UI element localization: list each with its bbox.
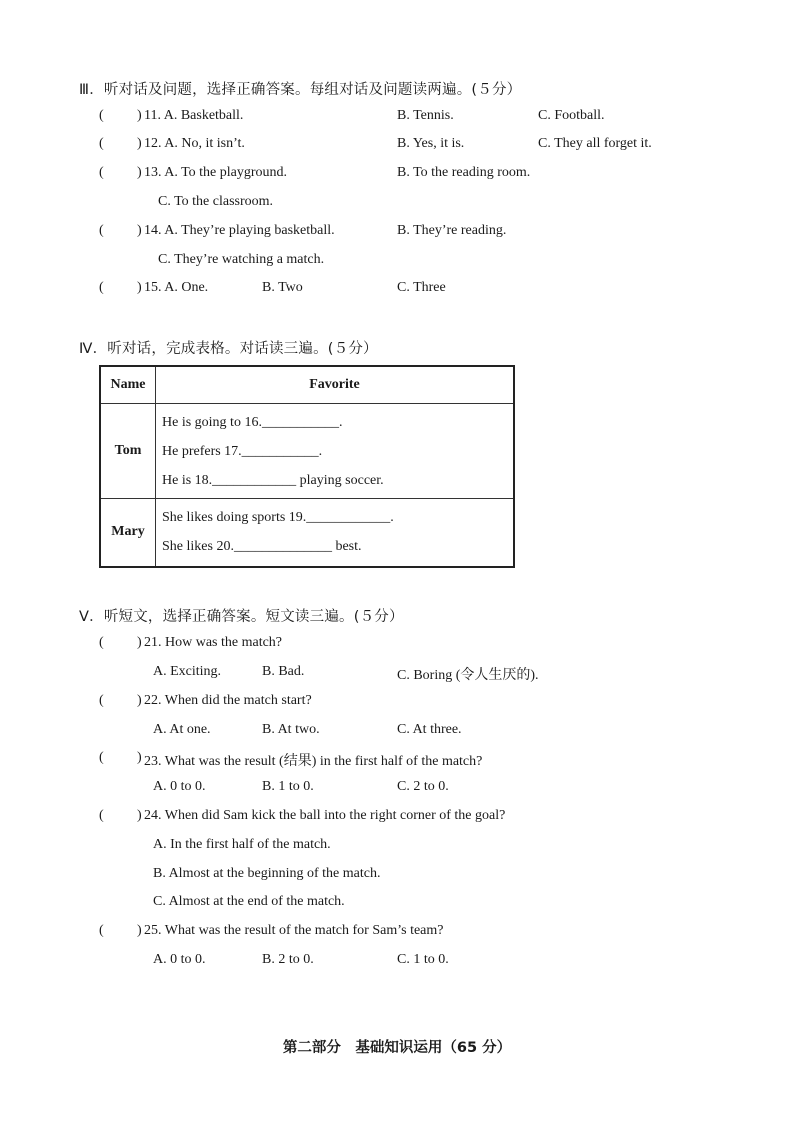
column-header-favorite: Favorite — [156, 366, 515, 404]
answer-blank-open[interactable]: ( — [99, 808, 104, 823]
fill-in-19[interactable]: She likes doing sports 19.____________. — [162, 510, 394, 526]
answer-blank-open[interactable]: ( — [99, 136, 104, 151]
question-22-option-c: C. At three. — [397, 722, 462, 737]
question-23-option-a: A. 0 to 0. — [153, 779, 206, 794]
answer-blank-close: ) — [137, 808, 142, 823]
question-11-option-b: B. Tennis. — [397, 108, 454, 123]
section-3-heading: Ⅲ．听对话及问题，选择正确答案。每组对话及问题读两遍。(５分） — [79, 82, 522, 98]
question-13-option-c: C. To the classroom. — [158, 194, 274, 209]
question-21-option-c: C. Boring (令人生厌的). — [397, 668, 539, 683]
question-22-option-a: A. At one. — [153, 722, 211, 737]
question-15-option-c: C. Three — [397, 280, 446, 295]
question-12-option-c: C. They all forget it. — [538, 136, 652, 151]
question-25-option-c: C. 1 to 0. — [397, 952, 449, 967]
answer-blank-open[interactable]: ( — [99, 108, 104, 123]
question-11-option-c: C. Football. — [538, 108, 605, 123]
part-2-title: 第二部分 基础知识运用（65 分） — [282, 1040, 512, 1056]
answer-blank-open[interactable]: ( — [99, 223, 104, 238]
answer-blank-close: ) — [137, 108, 142, 123]
answer-blank-close: ) — [137, 223, 142, 238]
question-15-option-b: B. Two — [262, 280, 303, 295]
table-row-mary — [100, 499, 514, 567]
answer-blank-open[interactable]: ( — [99, 750, 104, 765]
answer-blank-close: ) — [137, 635, 142, 650]
row-favorite-mary — [156, 499, 515, 567]
question-14-option-a: 14. A. They’re playing basketball. — [144, 223, 335, 238]
question-14-option-b: B. They’re reading. — [397, 223, 507, 238]
question-24-option-a: A. In the first half of the match. — [153, 837, 331, 852]
row-name-mary: Mary — [100, 499, 156, 567]
question-23-option-c: C. 2 to 0. — [397, 779, 449, 794]
section-4-heading: Ⅳ．听对话，完成表格。对话读三遍。(５分） — [79, 341, 378, 357]
question-22-text: 22. When did the match start? — [144, 693, 312, 708]
question-13-option-b: B. To the reading room. — [397, 165, 531, 180]
answer-blank-close: ) — [137, 750, 142, 765]
answer-blank-open[interactable]: ( — [99, 280, 104, 295]
question-12-option-b: B. Yes, it is. — [397, 136, 465, 151]
question-22-option-b: B. At two. — [262, 722, 320, 737]
answer-blank-open[interactable]: ( — [99, 635, 104, 650]
question-25-option-a: A. 0 to 0. — [153, 952, 206, 967]
fill-in-20[interactable]: She likes 20.______________ best. — [162, 539, 362, 555]
question-24-option-c: C. Almost at the end of the match. — [153, 894, 345, 909]
answer-blank-close: ) — [137, 280, 142, 295]
question-12-option-a: 12. A. No, it isn’t. — [144, 136, 245, 151]
fill-in-17[interactable]: He prefers 17.___________. — [162, 443, 323, 459]
answer-blank-open[interactable]: ( — [99, 165, 104, 180]
question-11-option-a: 11. A. Basketball. — [144, 108, 244, 123]
answer-blank-close: ) — [137, 923, 142, 938]
question-21-option-b: B. Bad. — [262, 664, 305, 679]
question-25-text: 25. What was the result of the match for Sam’s team? — [144, 923, 444, 938]
question-15-option-a: 15. A. One. — [144, 280, 209, 295]
question-24-text: 24. When did Sam kick the ball into the right corner of the goal? — [144, 808, 506, 823]
question-21-text: 21. How was the match? — [144, 635, 283, 650]
row-name-tom: Tom — [100, 404, 156, 499]
question-24-option-b: B. Almost at the beginning of the match. — [153, 866, 381, 881]
column-header-name: Name — [100, 366, 156, 404]
answer-blank-open[interactable]: ( — [99, 923, 104, 938]
question-13-option-a: 13. A. To the playground. — [144, 165, 288, 180]
question-21-option-a: A. Exciting. — [153, 664, 222, 679]
fill-in-16[interactable]: He is going to 16.___________. — [162, 414, 343, 430]
section-5-heading: Ⅴ．听短文，选择正确答案。短文读三遍。(５分） — [79, 609, 404, 625]
table-header-row — [100, 366, 514, 404]
answer-blank-close: ) — [137, 136, 142, 151]
answer-blank-close: ) — [137, 693, 142, 708]
question-23-text: 23. What was the result (结果) in the first half of the match? — [144, 754, 483, 769]
question-14-option-c: C. They’re watching a match. — [158, 252, 325, 267]
answer-blank-close: ) — [137, 165, 142, 180]
row-favorite-tom — [156, 404, 515, 499]
question-23-option-b: B. 1 to 0. — [262, 779, 314, 794]
fill-in-18[interactable]: He is 18.____________ playing soccer. — [162, 472, 384, 488]
table-row-tom — [100, 404, 514, 499]
favorite-table — [99, 365, 515, 568]
question-25-option-b: B. 2 to 0. — [262, 952, 314, 967]
answer-blank-open[interactable]: ( — [99, 693, 104, 708]
